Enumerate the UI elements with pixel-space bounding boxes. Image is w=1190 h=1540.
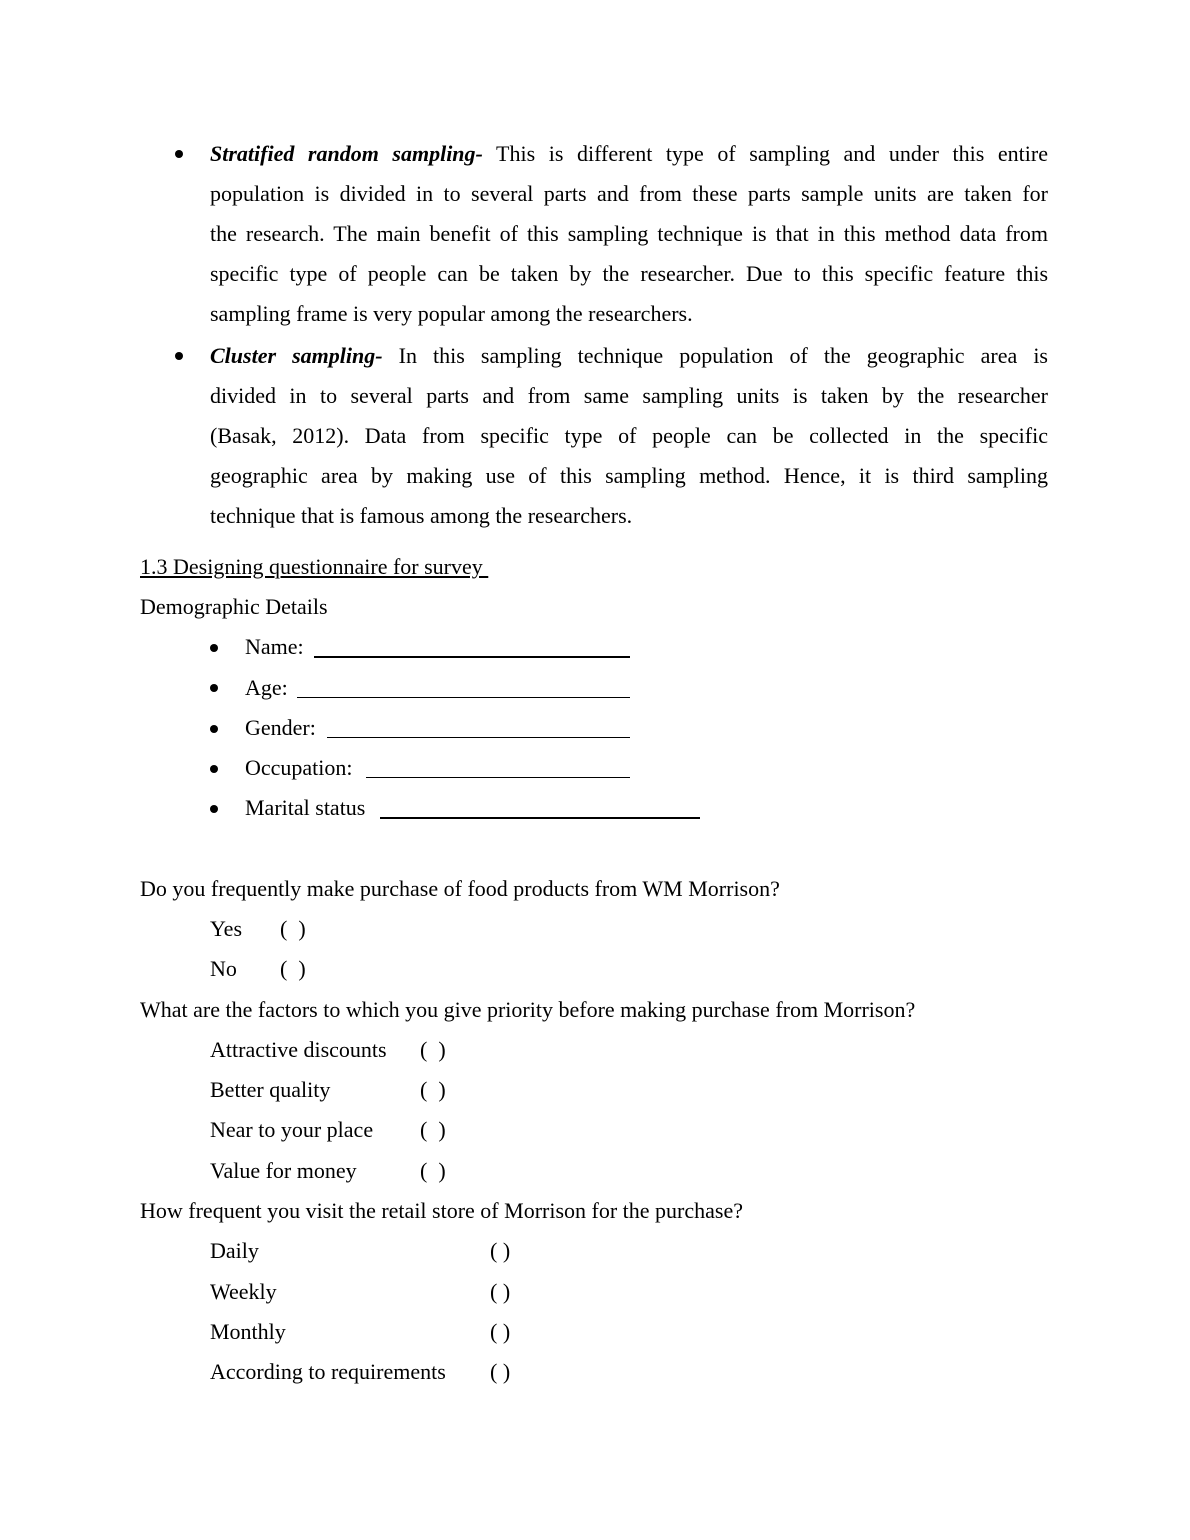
paragraph-line: Stratified random sampling- This is different type of sampling and under this entire [210, 141, 1048, 166]
question-1: Do you frequently make purchase of food products from WM Morrison? [140, 876, 780, 901]
gender-blank-line[interactable] [327, 737, 630, 738]
bullet-icon [175, 150, 183, 158]
bullet-icon [210, 805, 218, 813]
paragraph-line: Cluster sampling- In this sampling technique population of the geographic area is [210, 343, 1048, 368]
question-3: How frequent you visit the retail store of Morrison for the purchase? [140, 1198, 743, 1223]
paragraph-line: population is divided in to several parts and from these parts sample units are taken for [210, 181, 1048, 206]
demographic-title: Demographic Details [140, 594, 328, 619]
checkbox-attractive-discounts[interactable]: ( ) [420, 1037, 446, 1062]
checkbox-better-quality[interactable]: ( ) [420, 1077, 446, 1102]
option-no: No [210, 956, 237, 981]
option-value-for-money: Value for money [210, 1158, 357, 1183]
option-monthly: Monthly [210, 1319, 286, 1344]
paragraph-line: geographic area by making use of this sampling method. Hence, it is third sampling [210, 463, 1048, 488]
marital-status-blank-line[interactable] [380, 817, 700, 819]
checkbox-monthly[interactable]: ( ) [490, 1319, 511, 1344]
option-near-to-your-place: Near to your place [210, 1117, 374, 1142]
field-label-gender: Gender: [245, 715, 316, 740]
bullet-icon [210, 725, 218, 733]
occupation-blank-line[interactable] [366, 777, 630, 778]
checkbox-no[interactable]: ( ) [280, 956, 306, 981]
bullet-icon [175, 352, 183, 360]
option-yes: Yes [210, 916, 243, 941]
field-label-age: Age: [245, 675, 288, 700]
option-daily: Daily [210, 1238, 259, 1263]
name-blank-line[interactable] [314, 656, 630, 658]
field-label-marital-status: Marital status [245, 795, 366, 820]
bullet-icon [210, 644, 218, 652]
bullet-icon [210, 765, 218, 773]
field-label-occupation: Occupation: [245, 755, 353, 780]
bullet-icon [210, 684, 218, 692]
question-2: What are the factors to which you give priority before making purchase from Morrison? [140, 997, 916, 1022]
section-heading: 1.3 Designing questionnaire for survey [140, 554, 489, 579]
checkbox-near-to-your-place[interactable]: ( ) [420, 1117, 446, 1142]
checkbox-weekly[interactable]: ( ) [490, 1279, 511, 1304]
paragraph-line: sampling frame is very popular among the researchers. [210, 301, 693, 326]
term-stratified: Stratified random sampling- [210, 141, 483, 166]
option-weekly: Weekly [210, 1279, 277, 1304]
paragraph-line: technique that is famous among the researchers. [210, 503, 633, 528]
option-attractive-discounts: Attractive discounts [210, 1037, 387, 1062]
checkbox-value-for-money[interactable]: ( ) [420, 1158, 446, 1183]
checkbox-daily[interactable]: ( ) [490, 1238, 511, 1263]
paragraph-line: divided in to several parts and from same sampling units is taken by the researcher [210, 383, 1048, 408]
option-according-to-requirements: According to requirements [210, 1359, 446, 1384]
term-cluster: Cluster sampling- [210, 343, 383, 368]
paragraph-line: the research. The main benefit of this sampling technique is that in this method data from [210, 221, 1048, 246]
paragraph-line: (Basak, 2012). Data from specific type of people can be collected in the specific [210, 423, 1048, 448]
age-blank-line[interactable] [297, 697, 630, 698]
paragraph-line: specific type of people can be taken by the researcher. Due to this specific feature this [210, 261, 1048, 286]
option-better-quality: Better quality [210, 1077, 331, 1102]
checkbox-according-to-requirements[interactable]: ( ) [490, 1359, 511, 1384]
field-label-name: Name: [245, 634, 304, 659]
checkbox-yes[interactable]: ( ) [280, 916, 306, 941]
